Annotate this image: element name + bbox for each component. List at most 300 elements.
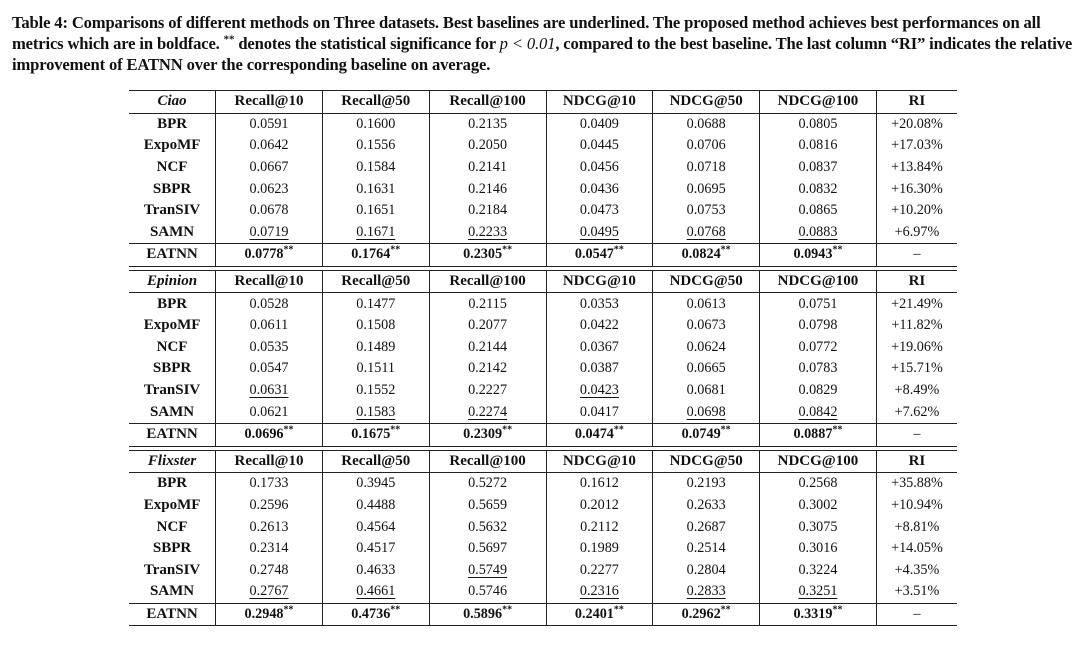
cell-value: 0.2077 [468, 317, 508, 334]
method-name: TranSIV [143, 202, 201, 219]
cell-recall-50 [322, 380, 429, 402]
cell-recall-50 [322, 559, 429, 581]
significance-marker: ** [720, 604, 731, 616]
cell-ndcg-50 [653, 293, 760, 315]
cell-ndcg-100 [760, 315, 877, 337]
cell-ndcg-50 [653, 178, 760, 200]
table-row [129, 337, 957, 359]
cell-ndcg-10 [546, 495, 653, 517]
cell-recall-100-best [429, 423, 546, 446]
cell-ri: +10.94% [876, 495, 957, 517]
method-name: SBPR [152, 360, 192, 377]
cell-value: 0.1508 [356, 317, 396, 334]
cell-ndcg-10 [546, 293, 653, 315]
cell-ndcg-100 [760, 222, 877, 244]
cell-value: 0.0778 [244, 246, 284, 263]
cell-recall-10 [216, 581, 323, 603]
cell-ndcg-50 [653, 157, 760, 179]
cell-value: 0.1583 [356, 403, 396, 420]
column-header-recall-100: Recall@100 [429, 270, 546, 293]
cell-recall-100 [429, 113, 546, 135]
cell-ndcg-10 [546, 380, 653, 402]
cell-recall-50 [322, 178, 429, 200]
cell-recall-100 [429, 200, 546, 222]
method-name: ExpoMF [143, 317, 201, 334]
column-header-recall-10: Recall@10 [216, 91, 323, 114]
cell-value: 0.0772 [798, 338, 838, 355]
cell-value: 0.0688 [686, 115, 726, 132]
cell-value: 0.1671 [356, 223, 396, 240]
cell-ndcg-100 [760, 200, 877, 222]
cell-value: 0.4564 [356, 518, 396, 535]
cell-ndcg-10 [546, 315, 653, 337]
cell-value: 0.0535 [249, 338, 289, 355]
epinion-header-row [129, 270, 957, 293]
table-row [129, 293, 957, 315]
cell-value: 0.2184 [468, 202, 508, 219]
column-header-ri: RI [876, 270, 957, 293]
cell-value: 0.1556 [356, 137, 396, 154]
cell-recall-50 [322, 581, 429, 603]
cell-recall-10 [216, 380, 323, 402]
cell-recall-50 [322, 293, 429, 315]
cell-value: 0.2314 [249, 540, 289, 557]
cell-value: 0.0816 [798, 137, 838, 154]
cell-ri: +17.03% [876, 135, 957, 157]
method-name: TranSIV [143, 561, 201, 578]
cell-value: 0.0749 [681, 426, 721, 443]
significance-marker: ** [832, 424, 843, 436]
table-row [129, 495, 957, 517]
cell-ndcg-10-best [546, 244, 653, 267]
cell-recall-100 [429, 178, 546, 200]
cell-recall-10 [216, 222, 323, 244]
cell-value: 0.3945 [356, 475, 396, 492]
cell-recall-100 [429, 495, 546, 517]
cell-value: 0.1631 [356, 180, 396, 197]
cell-value: 0.0409 [579, 115, 619, 132]
method-name: SAMN [149, 403, 195, 420]
column-header-ndcg-100: NDCG@100 [760, 270, 877, 293]
cell-ndcg-100 [760, 581, 877, 603]
table-row [129, 516, 957, 538]
cell-value: 0.0528 [249, 295, 289, 312]
cell-value: 0.2596 [249, 496, 289, 513]
caption-stars: ** [223, 33, 235, 46]
cell-value: 0.2227 [468, 382, 508, 399]
cell-recall-100 [429, 380, 546, 402]
cell-recall-50 [322, 495, 429, 517]
cell-value: 0.0829 [798, 382, 838, 399]
method-name: NCF [156, 338, 188, 355]
cell-value: 0.2613 [249, 518, 289, 535]
cell-value: 0.0423 [579, 382, 619, 399]
cell-recall-100 [429, 358, 546, 380]
cell-recall-100 [429, 581, 546, 603]
cell-value: 0.0673 [686, 317, 726, 334]
cell-ndcg-10 [546, 222, 653, 244]
cell-recall-50 [322, 337, 429, 359]
cell-ndcg-50 [653, 516, 760, 538]
cell-recall-50 [322, 222, 429, 244]
column-header-ndcg-100: NDCG@100 [760, 450, 877, 473]
cell-recall-10 [216, 315, 323, 337]
column-header-ri: RI [876, 450, 957, 473]
method-name: TranSIV [143, 382, 201, 399]
cell-recall-10 [216, 178, 323, 200]
cell-value: 0.1511 [356, 360, 396, 377]
method-name: ExpoMF [143, 137, 201, 154]
cell-value: 0.5749 [468, 561, 508, 578]
table-row [129, 178, 957, 200]
cell-value: 0.0353 [579, 295, 619, 312]
cell-ndcg-100 [760, 538, 877, 560]
cell-value: 0.2316 [579, 583, 619, 600]
cell-recall-100-best [429, 244, 546, 267]
cell-value: 0.3016 [798, 540, 838, 557]
cell-value: 0.0753 [686, 202, 726, 219]
cell-recall-10-best [216, 244, 323, 267]
significance-marker: ** [613, 244, 624, 256]
cell-ndcg-50 [653, 315, 760, 337]
cell-value: 0.1584 [356, 159, 396, 176]
cell-ndcg-50 [653, 559, 760, 581]
cell-ndcg-100-best [760, 603, 877, 626]
cell-value: 0.0665 [686, 360, 726, 377]
cell-recall-100 [429, 516, 546, 538]
method-name: EATNN [129, 423, 216, 446]
cell-value: 0.0623 [249, 180, 289, 197]
cell-ndcg-10 [546, 157, 653, 179]
significance-marker: ** [502, 424, 513, 436]
column-header-recall-100: Recall@100 [429, 91, 546, 114]
cell-ndcg-100 [760, 559, 877, 581]
cell-ri: +14.05% [876, 538, 957, 560]
cell-value: 0.3224 [798, 561, 838, 578]
cell-value: 0.3075 [798, 518, 838, 535]
cell-value: 0.0719 [249, 223, 289, 240]
cell-value: 0.2962 [681, 605, 721, 622]
cell-ndcg-10 [546, 559, 653, 581]
significance-marker: ** [832, 604, 843, 616]
cell-value: 0.0751 [798, 295, 838, 312]
method-name: NCF [156, 518, 188, 535]
cell-value: 0.0387 [579, 360, 619, 377]
cell-value: 0.0422 [579, 317, 619, 334]
cell-ndcg-10 [546, 337, 653, 359]
cell-ndcg-10 [546, 473, 653, 495]
cell-value: 0.5746 [468, 583, 508, 600]
cell-value: 0.2135 [468, 115, 508, 132]
cell-value: 0.3251 [798, 583, 838, 600]
cell-value: 0.0824 [681, 246, 721, 263]
cell-value: 0.2309 [463, 426, 503, 443]
cell-ndcg-50-best [653, 423, 760, 446]
significance-marker: ** [832, 244, 843, 256]
cell-recall-10 [216, 538, 323, 560]
cell-recall-50 [322, 157, 429, 179]
cell-recall-50 [322, 200, 429, 222]
cell-value: 0.0547 [574, 246, 614, 263]
cell-value: 0.0718 [686, 159, 726, 176]
caption-math: p < 0.01 [499, 34, 556, 53]
significance-marker: ** [283, 604, 294, 616]
cell-value: 0.1733 [249, 475, 289, 492]
cell-recall-10 [216, 516, 323, 538]
cell-value: 0.2568 [798, 475, 838, 492]
cell-value: 0.0436 [579, 180, 619, 197]
cell-ndcg-100 [760, 135, 877, 157]
cell-recall-50-best [322, 244, 429, 267]
cell-value: 0.2112 [580, 518, 619, 535]
cell-recall-50 [322, 516, 429, 538]
ciao-best-row [129, 244, 957, 267]
cell-recall-10 [216, 559, 323, 581]
cell-value: 0.3002 [798, 496, 838, 513]
cell-value: 0.5896 [463, 605, 503, 622]
column-header-ndcg-10: NDCG@10 [546, 91, 653, 114]
cell-recall-50-best [322, 603, 429, 626]
table-row [129, 157, 957, 179]
cell-ndcg-100-best [760, 423, 877, 446]
column-header-ndcg-10: NDCG@10 [546, 270, 653, 293]
method-name: NCF [156, 159, 188, 176]
cell-value: 0.0611 [249, 317, 289, 334]
cell-value: 0.0883 [798, 223, 838, 240]
cell-value: 0.0805 [798, 115, 838, 132]
cell-value: 0.1989 [579, 540, 619, 557]
cell-value: 0.4661 [356, 583, 396, 600]
caption-text-3: , compared to the best baseline. The last column “RI” indicates the relative improvement of EATNN over the corresponding baseline on average. [12, 34, 1073, 74]
cell-value: 0.2804 [686, 561, 726, 578]
column-header-recall-10: Recall@10 [216, 450, 323, 473]
column-header-recall-100: Recall@100 [429, 450, 546, 473]
cell-ndcg-10 [546, 135, 653, 157]
cell-value: 0.0591 [249, 115, 289, 132]
cell-value: 0.2401 [574, 605, 614, 622]
cell-value: 0.0417 [579, 403, 619, 420]
cell-value: 0.0474 [574, 426, 614, 443]
cell-value: 0.0367 [579, 338, 619, 355]
cell-recall-50 [322, 358, 429, 380]
cell-ndcg-50 [653, 358, 760, 380]
cell-recall-50 [322, 473, 429, 495]
cell-ri: +15.71% [876, 358, 957, 380]
cell-recall-10 [216, 473, 323, 495]
column-header-ndcg-50: NDCG@50 [653, 91, 760, 114]
table-row [129, 113, 957, 135]
cell-ndcg-50-best [653, 603, 760, 626]
cell-ndcg-50 [653, 113, 760, 135]
cell-value: 0.2141 [468, 159, 508, 176]
cell-recall-50-best [322, 423, 429, 446]
cell-value: 0.2115 [468, 295, 507, 312]
method-name: SAMN [149, 583, 195, 600]
cell-recall-10-best [216, 603, 323, 626]
cell-ndcg-50 [653, 473, 760, 495]
table-row [129, 358, 957, 380]
cell-recall-100 [429, 401, 546, 423]
cell-ndcg-50 [653, 200, 760, 222]
method-name: BPR [157, 295, 188, 312]
table-row [129, 401, 957, 423]
table-row [129, 538, 957, 560]
cell-ri: – [876, 603, 957, 626]
significance-marker: ** [283, 244, 294, 256]
cell-value: 0.2146 [468, 180, 508, 197]
significance-marker: ** [390, 244, 401, 256]
cell-value: 0.0842 [798, 403, 838, 420]
cell-value: 0.2142 [468, 360, 508, 377]
cell-value: 0.0695 [686, 180, 726, 197]
cell-value: 0.0495 [579, 223, 619, 240]
cell-value: 0.5632 [468, 518, 508, 535]
cell-value: 0.0547 [249, 360, 289, 377]
cell-value: 0.0798 [798, 317, 838, 334]
cell-ndcg-50 [653, 380, 760, 402]
cell-value: 0.2948 [244, 605, 284, 622]
column-header-ndcg-10: NDCG@10 [546, 450, 653, 473]
cell-ri: +4.35% [876, 559, 957, 581]
method-name: SBPR [152, 540, 192, 557]
cell-value: 0.2633 [686, 496, 726, 513]
cell-value: 0.2687 [686, 518, 726, 535]
cell-ndcg-50 [653, 495, 760, 517]
cell-value: 0.2233 [468, 223, 508, 240]
table-row [129, 200, 957, 222]
cell-ndcg-10 [546, 538, 653, 560]
significance-marker: ** [613, 424, 624, 436]
cell-value: 0.0642 [249, 137, 289, 154]
cell-ndcg-100 [760, 380, 877, 402]
cell-recall-100 [429, 222, 546, 244]
cell-value: 0.1489 [356, 338, 396, 355]
dataset-name-epinion: Epinion [129, 270, 216, 293]
cell-ndcg-50 [653, 337, 760, 359]
cell-value: 0.1477 [356, 295, 396, 312]
cell-value: 0.4633 [356, 561, 396, 578]
cell-ndcg-50 [653, 538, 760, 560]
cell-recall-10 [216, 293, 323, 315]
significance-marker: ** [613, 604, 624, 616]
cell-ndcg-10 [546, 113, 653, 135]
cell-value: 0.0837 [798, 159, 838, 176]
cell-value: 0.0631 [249, 382, 289, 399]
cell-ndcg-10-best [546, 423, 653, 446]
cell-ri: +8.49% [876, 380, 957, 402]
table-row [129, 380, 957, 402]
table-row [129, 559, 957, 581]
caption-text-2: denotes the statistical significance for [234, 34, 500, 53]
cell-ndcg-10 [546, 178, 653, 200]
epinion-best-row [129, 423, 957, 446]
cell-recall-50 [322, 135, 429, 157]
cell-value: 0.2274 [468, 403, 508, 420]
cell-value: 0.0624 [686, 338, 726, 355]
cell-value: 0.1651 [356, 202, 396, 219]
method-name: BPR [157, 115, 188, 132]
cell-value: 0.1612 [579, 475, 619, 492]
cell-value: 0.1675 [351, 426, 391, 443]
cell-recall-10 [216, 157, 323, 179]
cell-value: 0.2277 [579, 561, 619, 578]
results-table [129, 90, 957, 626]
cell-recall-10-best [216, 423, 323, 446]
cell-value: 0.0887 [793, 426, 833, 443]
cell-value: 0.0865 [798, 202, 838, 219]
cell-ndcg-100 [760, 495, 877, 517]
cell-recall-10 [216, 495, 323, 517]
cell-ndcg-100 [760, 113, 877, 135]
method-name: ExpoMF [143, 496, 201, 513]
cell-value: 0.2050 [468, 137, 508, 154]
cell-recall-10 [216, 113, 323, 135]
cell-ndcg-100 [760, 337, 877, 359]
cell-value: 0.4517 [356, 540, 396, 557]
cell-value: 0.2748 [249, 561, 289, 578]
column-header-ndcg-100: NDCG@100 [760, 91, 877, 114]
caption-text-1: Table 4: Comparisons of different methods on Three datasets. Best baselines are underlined. The proposed method achieves best performances on all metrics which are in boldface. [12, 13, 1041, 53]
cell-value: 0.2144 [468, 338, 508, 355]
cell-value: 0.5659 [468, 496, 508, 513]
cell-ri: – [876, 244, 957, 267]
column-header-recall-50: Recall@50 [322, 270, 429, 293]
cell-ri: +8.81% [876, 516, 957, 538]
cell-ndcg-50 [653, 401, 760, 423]
significance-marker: ** [502, 604, 513, 616]
cell-ndcg-50 [653, 135, 760, 157]
cell-recall-10 [216, 337, 323, 359]
cell-ri: +11.82% [876, 315, 957, 337]
cell-value: 0.2193 [686, 475, 726, 492]
cell-value: 0.0706 [686, 137, 726, 154]
table-row [129, 222, 957, 244]
cell-recall-50 [322, 113, 429, 135]
column-header-ri: RI [876, 91, 957, 114]
cell-recall-100 [429, 473, 546, 495]
table-row [129, 315, 957, 337]
cell-value: 0.0768 [686, 223, 726, 240]
cell-value: 0.4488 [356, 496, 396, 513]
significance-marker: ** [390, 424, 401, 436]
cell-ri: +13.84% [876, 157, 957, 179]
cell-ndcg-100 [760, 157, 877, 179]
cell-value: 0.1600 [356, 115, 396, 132]
cell-recall-10 [216, 358, 323, 380]
cell-recall-100 [429, 157, 546, 179]
cell-ndcg-50 [653, 222, 760, 244]
cell-value: 0.3319 [793, 605, 833, 622]
cell-value: 0.0943 [793, 246, 833, 263]
cell-ri: – [876, 423, 957, 446]
cell-value: 0.0698 [686, 403, 726, 420]
method-name: BPR [157, 475, 188, 492]
cell-recall-100 [429, 538, 546, 560]
cell-ri: +3.51% [876, 581, 957, 603]
cell-value: 0.0832 [798, 180, 838, 197]
cell-ri: +10.20% [876, 200, 957, 222]
cell-ndcg-10 [546, 516, 653, 538]
cell-ri: +21.49% [876, 293, 957, 315]
cell-recall-100 [429, 559, 546, 581]
cell-value: 0.2833 [686, 583, 726, 600]
cell-value: 0.0783 [798, 360, 838, 377]
cell-ri: +7.62% [876, 401, 957, 423]
cell-value: 0.2514 [686, 540, 726, 557]
method-name: SBPR [152, 180, 192, 197]
cell-recall-10 [216, 135, 323, 157]
cell-value: 0.0473 [579, 202, 619, 219]
